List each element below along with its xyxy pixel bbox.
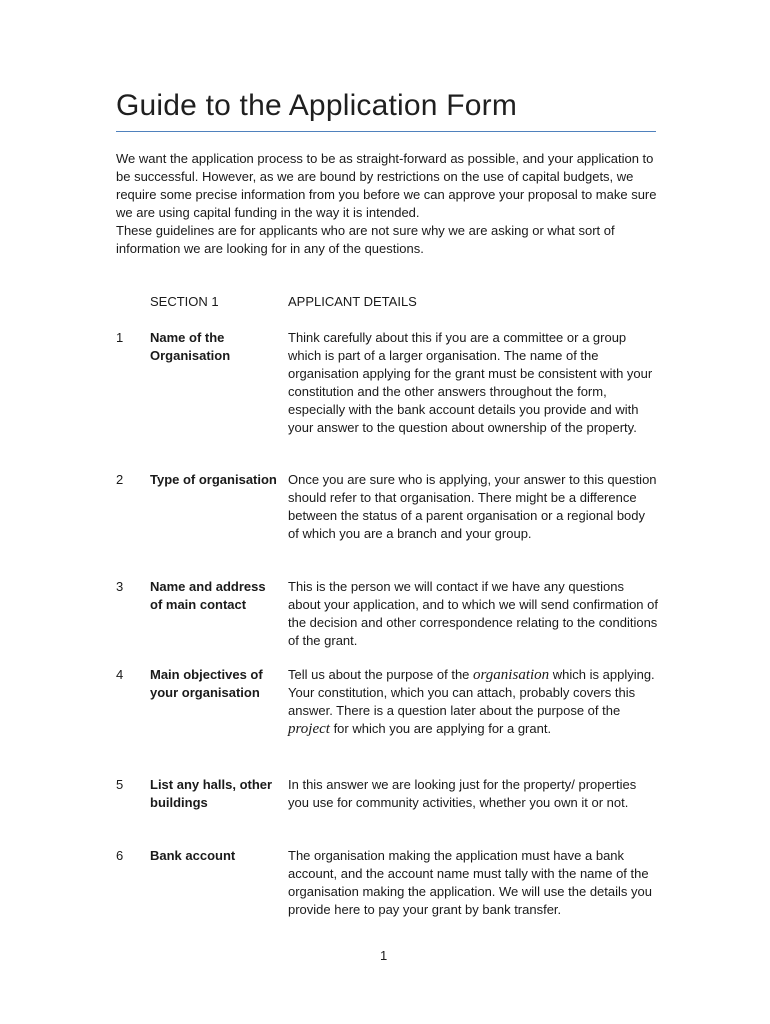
item-description: This is the person we will contact if we have any questions about your application, and to which we will send confirmation of the decision and other correspondence relating to the conditions of the grant. [288, 579, 658, 648]
item-label: Main objectives of your organisation [150, 667, 263, 700]
intro-text [116, 150, 661, 258]
item-label: Name and address of main contact [150, 579, 266, 612]
section-label: SECTION 1 [150, 294, 219, 309]
item-label: Bank account [150, 848, 236, 863]
item-text-part: for which you are applying for a grant. [333, 721, 552, 736]
intro-paragraph-1: We want the application process to be as straight-forward as possible, and your application to be successful. However, as we are bound by restrictions on the use of capital budgets, we require some precise information from you before we can approve your proposal to make sure we are using capital funding in the way it is intended. [116, 151, 657, 220]
item-text-part: Tell us about the purpose of the [288, 667, 470, 682]
item-text-part: which is applying. Your constitution, which you can attach, probably covers this answer. There is a question later about the purpose of the [288, 667, 655, 718]
item-label: Type of organisation [150, 472, 277, 487]
section-title: APPLICANT DETAILS [288, 294, 417, 309]
item-number: 4 [116, 667, 124, 682]
emphasis-organisation: organisation [473, 667, 550, 683]
page-number: 1 [380, 948, 388, 963]
item-number: 3 [116, 579, 124, 594]
item-label: List any halls, other buildings [150, 777, 273, 810]
item-label: Name of the Organisation [150, 330, 231, 363]
emphasis-project: project [288, 721, 330, 737]
item-description: In this answer we are looking just for the property/ properties you use for community activities, whether you own it or not. [288, 777, 637, 810]
item-number: 5 [116, 777, 124, 792]
item-description: Once you are sure who is applying, your answer to this question should refer to that organisation. There might be a difference between the status of a parent organisation or a regional body of which you are a branch and your group. [288, 472, 657, 541]
item-number: 1 [116, 330, 124, 345]
item-number: 6 [116, 848, 124, 863]
item-description [288, 666, 658, 738]
item-description: The organisation making the application must have a bank account, and the account name must tally with the name of the organisation making the application. We will use the details you provide here to pay your grant by bank transfer. [288, 848, 652, 917]
intro-paragraph-2: These guidelines are for applicants who are not sure why we are asking or what sort of information we are looking for in any of the questions. [116, 223, 615, 256]
item-number: 2 [116, 472, 124, 487]
item-description: Think carefully about this if you are a committee or a group which is part of a larger organisation. The name of the organisation applying for the grant must be consistent with your constitution and the other answers throughout the form, especially with the bank account details you provide and with your answer to the question about ownership of the property. [288, 330, 653, 435]
page-title: Guide to the Application Form [116, 89, 518, 122]
title-underline [116, 131, 656, 132]
